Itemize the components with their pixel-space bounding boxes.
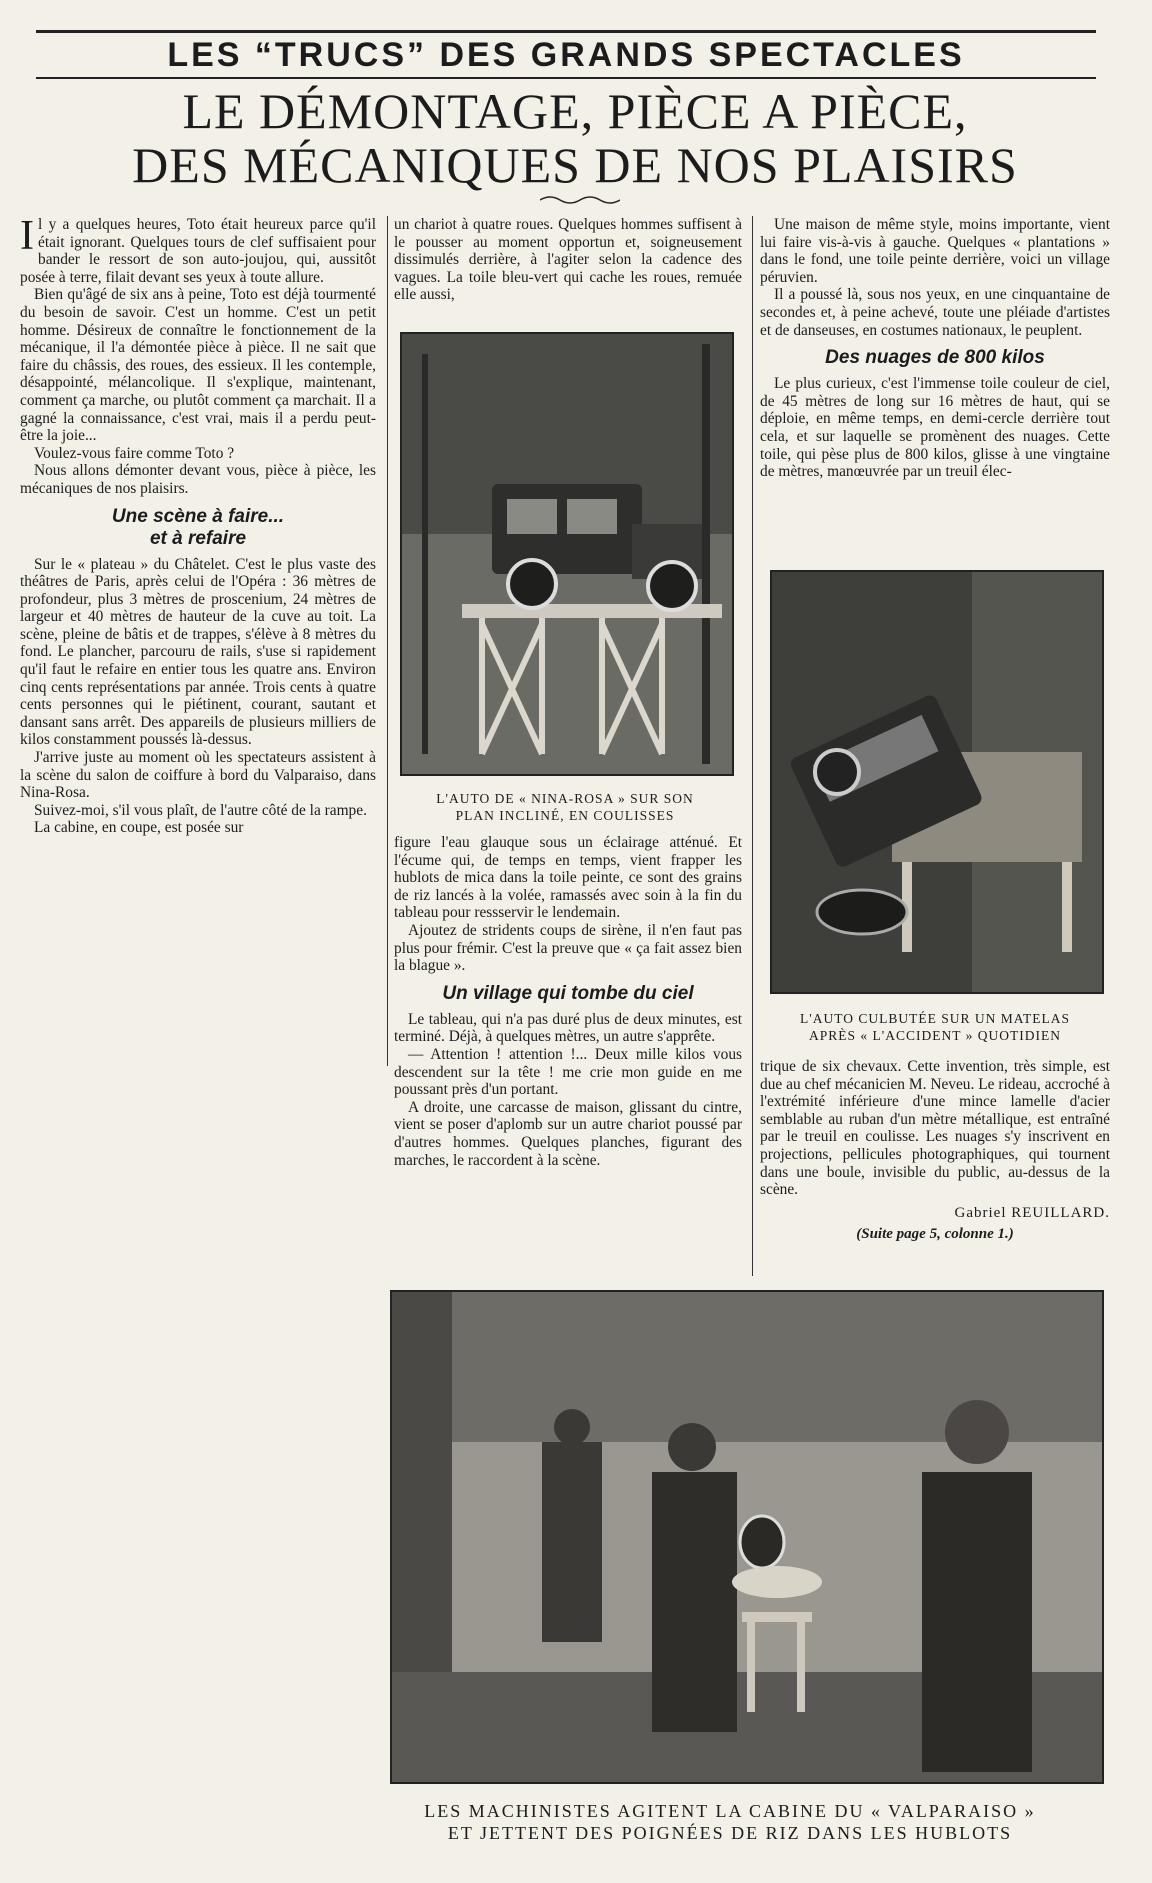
column-1 xyxy=(20,213,376,837)
paragraph: Nous allons démonter devant vous, pièce à pièce, les mécaniques de nos plaisirs. xyxy=(20,462,376,497)
photo-caption: L'AUTO DE « NINA-ROSA » SUR SON PLAN INCLINÉ, EN COULISSES xyxy=(436,791,694,823)
subheading: Une scène à faire... et à refaire xyxy=(111,505,285,549)
paragraph: Une maison de même style, moins importante, vient lui faire vis-à-vis à gauche. Quelques « plantations » dans le fond, une toile peinte derrière, voici un village péruvien. xyxy=(760,216,1110,286)
photo-caption: L'AUTO CULBUTÉE SUR UN MATELAS APRÈS « L'ACCIDENT » QUOTIDIEN xyxy=(800,1011,1070,1043)
column-2-continued xyxy=(394,834,742,1169)
column-rule xyxy=(387,216,388,1066)
car-ramp-illustration xyxy=(402,334,732,774)
paragraph: J'arrive juste au moment où les spectateurs assistent à la scène du salon de coiffure à bord du Valparaiso, dans Nina-Rosa. xyxy=(20,749,376,802)
column-rule xyxy=(752,216,753,1276)
intro-paragraph: Il y a quelques heures, Toto était heureux parce qu'il était ignorant. Quelques tours de clef suffisaient pour bander le ressort de son auto-joujou, qui, aussitôt posée à terre, filait devant ses yeux à toute allure. xyxy=(20,213,376,286)
paragraph: Suivez-moi, s'il vous plaît, de l'autre côté de la rampe. xyxy=(34,801,367,819)
photo-car-ramp xyxy=(400,332,734,776)
paragraph: un chariot à quatre roues. Quelques hommes suffisent à le pousser au moment opportun et, soigneusement dissimulés derrière, à l'agiter selon la cadence des vagues. La toile bleu-vert qui cache les roues, remuée elle aussi, xyxy=(394,216,742,304)
paragraph: Le tableau, qui n'a pas duré plus de deux minutes, est terminé. Déjà, à quelques mètres, un autre s'apprête. xyxy=(394,1010,742,1046)
paragraph: Le plus curieux, c'est l'immense toile couleur de ciel, de 45 mètres de long sur 16 mètres de haut, qui se déploie, en même temps, en demi-cercle derrière tout cela, et sur laquelle se promènent des nuages. Cette toile, qui pèse plus de 800 kilos, glisse à une vingtaine de mètres, manœuvrée par un treuil élec- xyxy=(760,375,1110,481)
dropcap: I xyxy=(20,213,34,259)
column-3 xyxy=(760,216,1110,481)
article-headline: LE DÉMONTAGE, PIÈCE A PIÈCE, DES MÉCANIQUES DE NOS PLAISIRS xyxy=(132,83,1018,193)
photo-machinists xyxy=(390,1290,1104,1784)
paragraph: figure l'eau glauque sous un éclairage atténué. Et l'écume qui, de temps en temps, vient frapper les hublots de mica dans la toile peinte, ce sont des grains de riz lancés à la volée, ramassés avec soin à la fin du tableau pour ressservir le lendemain. xyxy=(394,834,742,922)
paragraph: Bien qu'âgé de six ans à peine, Toto est déjà tourmenté du besoin de savoir. C'est un homme. C'est un petit homme. Désireux de connaître le fonctionnement de la mécanique, il l'a démontée pièce à pièce. Il ne sait que faire du châssis, des roues, des essieux. Il les contemple, désappointé, mélancolique. Il s'explique, maintenant, comment ça marche, ou plutôt comment ça marchait. Il a gagné la connaissance, c'est vrai, mais il a perdu peut-être la joie... xyxy=(20,286,376,445)
photo-car-mattress xyxy=(770,570,1104,994)
paragraph: Sur le « plateau » du Châtelet. C'est le plus vaste des théâtres de Paris, après celui de l'Opéra : 36 mètres de profondeur, plus 3 mètres de proscenium, 24 mètres de largeur et 40 mètres de hauteur de la cuve au toit. La scène, pleine de bâtis et de trappes, s'élève à 8 mètres du fond. Le plancher, parcouru de rails, s'use si rapidement qu'il faut le refaire en entier tous les quatre ans. Environ cinq cents représentations par année. Trois cents à quatre cents personnes qui le piétinent, courant, sautant et dansant sans arrêt. Des appareils de plusieurs milliers de kilos constamment poussés là-dessus. xyxy=(20,555,376,749)
subheading: Un village qui tombe du ciel xyxy=(442,982,694,1004)
flourish-ornament xyxy=(540,192,620,206)
paragraph: Ajoutez de stridents coups de sirène, il n'en faut pas plus pour frémir. C'est la preuve que « ça fait assez bien la blague ». xyxy=(394,921,742,975)
continuation-note: (Suite page 5, colonne 1.) xyxy=(856,1226,1014,1243)
machinists-illustration xyxy=(392,1292,1102,1782)
column-2 xyxy=(394,216,742,304)
paragraph: Voulez-vous faire comme Toto ? xyxy=(34,444,235,462)
subheading: Des nuages de 800 kilos xyxy=(825,347,1045,369)
paragraph: La cabine, en coupe, est posée sur xyxy=(34,819,244,837)
paragraph: trique de six chevaux. Cette invention, très simple, est due au chef mécanicien M. Neveu. Le rideau, accroché à l'extrémité inférieure d'une mince lamelle d'acier semblable au ruban d'un mètre métallique, est entraîné par le treuil en coulisse. Les nuages s'y inscrivent en projections, pellicules photographiques, qui tournent dans une boule, invisible du public, au-dessus de la scène. xyxy=(760,1058,1110,1199)
car-mattress-illustration xyxy=(772,572,1102,992)
section-kicker: LES “TRUCS” DES GRANDS SPECTACLES xyxy=(36,30,1096,79)
signature: Gabriel REUILLARD. xyxy=(954,1204,1110,1221)
column-3-continued xyxy=(760,1058,1110,1244)
paragraph: — Attention ! attention !... Deux mille kilos vous descendent sur la tête ! me crie mon guide en me poussant près d'un portant. xyxy=(394,1045,742,1099)
paragraph: Il a poussé là, sous nos yeux, en une cinquantaine de secondes et, à peine achevé, toute une pléiade d'artistes et de danseuses, en costumes nationaux, le peuplent. xyxy=(760,286,1110,339)
main-photo-caption: LES MACHINISTES AGITENT LA CABINE DU « VALPARAISO » ET JETTENT DES POIGNÉES DE RIZ DANS LES HUBLOTS xyxy=(424,1801,1036,1843)
paragraph: A droite, une carcasse de maison, glissant du cintre, vient se poser d'aplomb sur un autre chariot poussé par d'autres hommes. Quelques planches, figurant des marches, le raccordent à la scène. xyxy=(394,1098,742,1169)
